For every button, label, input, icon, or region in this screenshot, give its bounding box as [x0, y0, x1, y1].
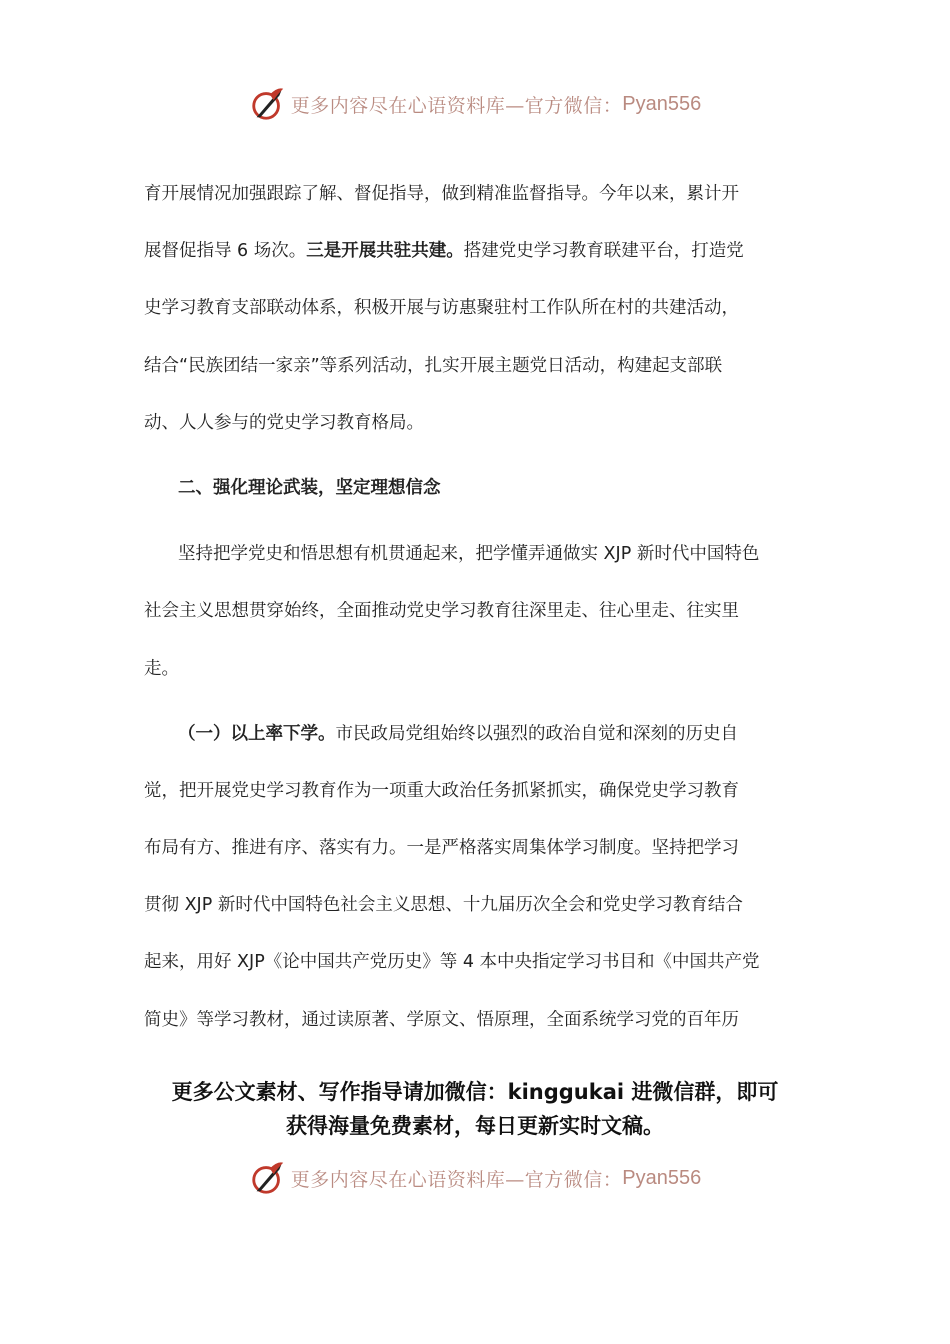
p1-line2-bold: 三是开展共驻共建。	[306, 241, 464, 261]
p3-subheading: （一）以上率下学。	[178, 724, 336, 744]
p2-line3: 走。	[144, 659, 179, 679]
footer-wechat-id: Pyan556	[622, 1166, 702, 1189]
p3-line4: 贯彻 XJP 新时代中国特色社会主义思想、十九届历次全会和党史学习教育结合	[144, 895, 743, 915]
footer-banner-text: 更多内容尽在心语资料库—官方微信：	[290, 1168, 623, 1191]
p1-line2-text-a: 展督促指导 6 场次。	[144, 241, 307, 261]
p1-line4: 结合“民族团结一家亲”等系列活动，扎实开展主题党日活动，构建起支部联	[144, 356, 723, 376]
footer-banner	[0, 1156, 950, 1200]
p3-line3: 布局有方、推进有序、落实有力。一是严格落实周集体学习制度。坚持把学习	[144, 838, 739, 858]
promo-line2: 获得海量免费素材，每日更新实时文稿。	[286, 1114, 664, 1138]
p1-line5: 动、人人参与的党史学习教育格局。	[144, 413, 424, 433]
header-banner	[0, 82, 950, 126]
header-wechat-id: Pyan556	[622, 92, 702, 115]
p3-line5: 起来，用好 XJP《论中国共产党历史》等 4 本中央指定学习书目和《中国共产党	[144, 952, 760, 972]
quill-logo-icon	[249, 1159, 287, 1197]
p1-line1: 育开展情况加强跟踪了解、督促指导，做到精准监督指导。今年以来，累计开	[144, 184, 739, 204]
p1-line2	[144, 239, 744, 263]
p2-line1: 坚持把学党史和悟思想有机贯通起来，把学懂弄通做实 XJP 新时代中国特色	[178, 544, 760, 564]
p3-line1	[178, 722, 738, 746]
p1-line3: 史学习教育支部联动体系，积极开展与访惠聚驻村工作队所在村的共建活动，	[144, 298, 739, 318]
header-banner-text: 更多内容尽在心语资料库—官方微信：	[290, 94, 623, 117]
p2-line2: 社会主义思想贯穿始终，全面推动党史学习教育往深里走、往心里走、往实里	[144, 601, 739, 621]
section-heading: 二、强化理论武装，坚定理想信念	[178, 478, 441, 498]
p3-line1-text: 市民政局党组始终以强烈的政治自觉和深刻的历史自	[335, 724, 738, 744]
p3-line2: 觉，把开展党史学习教育作为一项重大政治任务抓紧抓实，确保党史学习教育	[144, 781, 739, 801]
p3-line6: 简史》等学习教材，通过读原著、学原文、悟原理，全面系统学习党的百年历	[144, 1010, 739, 1030]
p1-line2-text-b: 搭建党史学习教育联建平台，打造党	[463, 241, 744, 261]
promo-line1: 更多公文素材、写作指导请加微信：kinggukai 进微信群，即可	[171, 1080, 779, 1104]
quill-logo-icon	[249, 85, 287, 123]
